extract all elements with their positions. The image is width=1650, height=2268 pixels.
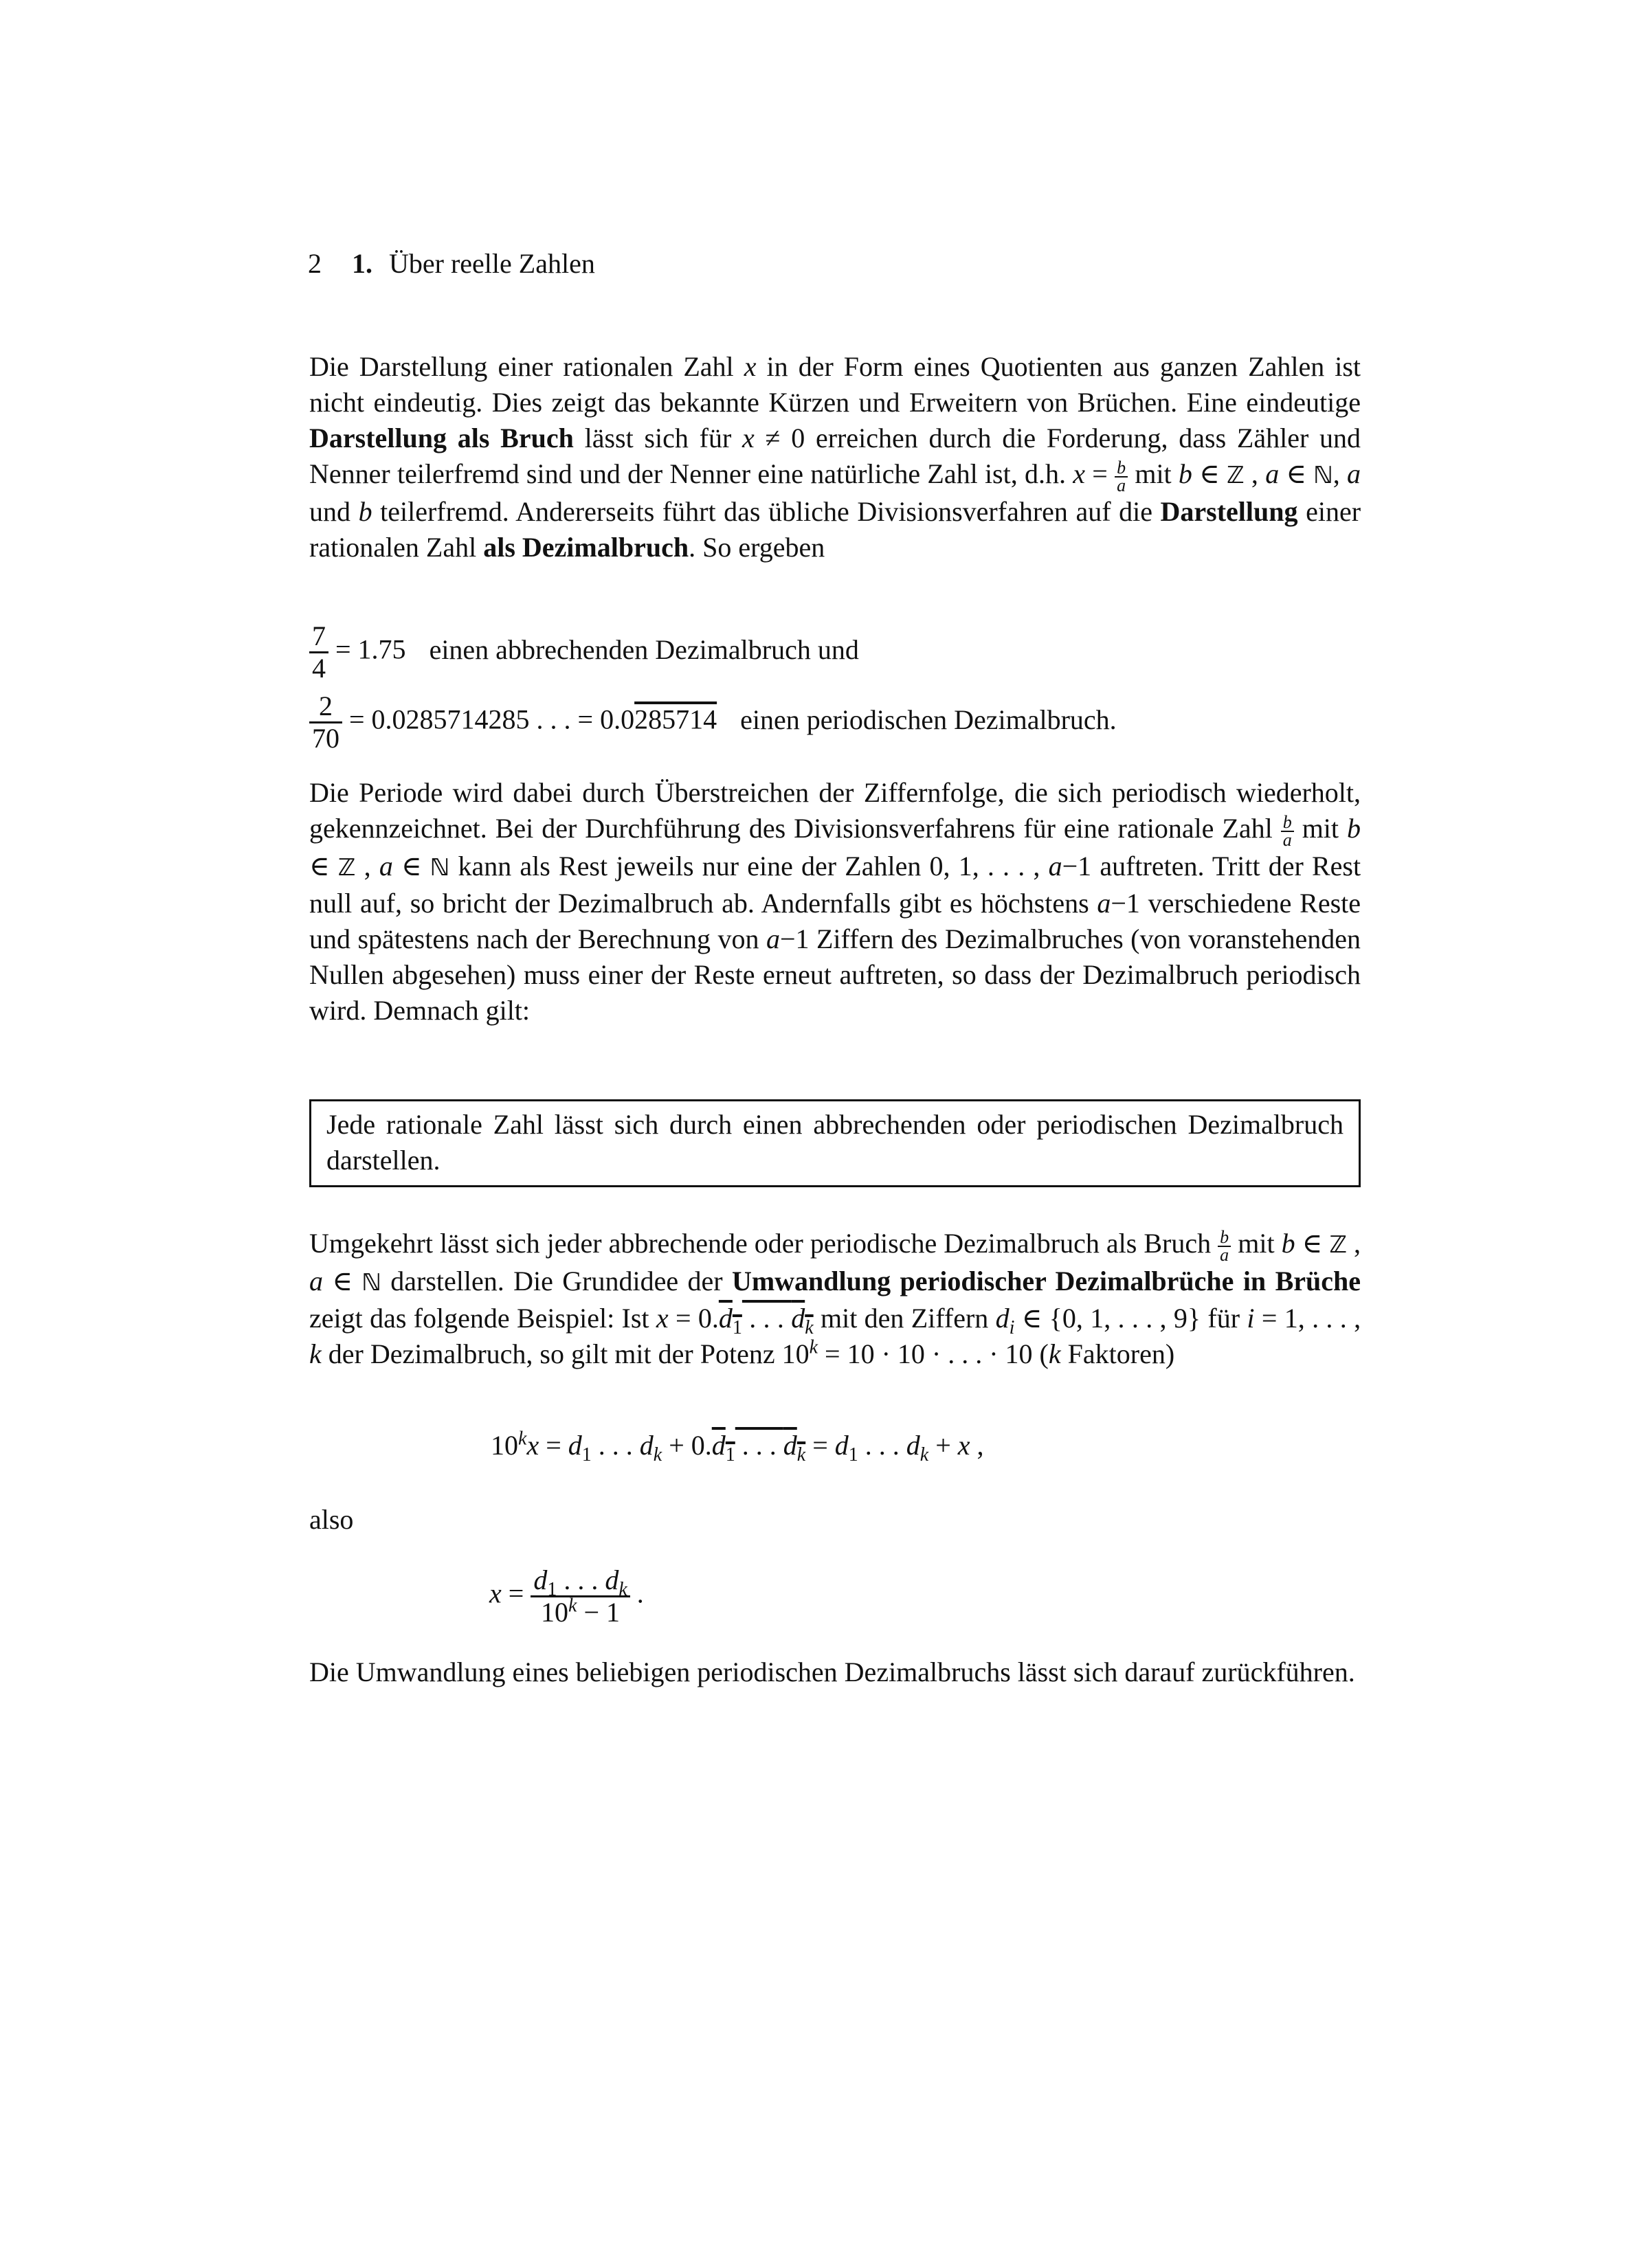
- text: zeigt das folgende Beispiel: Ist: [309, 1303, 649, 1334]
- text: erreichen durch die Forderung, dass Zähler und Nenner teilerfremd sind und der Nenner eine natürliche Zahl ist, d.h.: [309, 423, 1361, 489]
- paragraph-umwandlung: [309, 1226, 1361, 1372]
- chapter-title: Über reelle Zahlen: [389, 248, 595, 279]
- text: Die Darstellung einer rationalen Zahl: [309, 351, 734, 382]
- text: mit: [1135, 458, 1172, 489]
- math-x-eq-b-over-a: x = $\frac{b}{a}$: [1073, 458, 1128, 489]
- text: in der Form eines Quotienten aus ganzen Zahlen ist nicht eindeutig. Dies zeigt das bekannte Kürzen und Erweitern von Brüchen. Eine eindeutige: [309, 351, 1361, 418]
- text: der Dezimalbruch, so gilt mit der Potenz: [328, 1338, 775, 1369]
- running-header: [308, 246, 595, 282]
- math-b-over-a: $\frac{b}{a}$: [1218, 1229, 1231, 1264]
- text: kann als Rest jeweils nur eine der Zahlen: [458, 851, 922, 882]
- example-label: einen abbrechenden Dezimalbruch und: [429, 633, 859, 665]
- text: Umgekehrt lässt sich jeder abbrechende oder periodische Dezimalbruch als Bruch: [309, 1228, 1212, 1259]
- math-x: x: [744, 351, 757, 382]
- term-als-dezimalbruch: als Dezimalbruch: [483, 532, 689, 563]
- math-b-over-a: $\frac{b}{a}$: [1281, 814, 1294, 849]
- term-darstellung-als-bruch: Darstellung als Bruch: [309, 423, 574, 453]
- term-umwandlung: Umwandlung periodischer Dezimalbrüche in Brüche: [731, 1266, 1361, 1296]
- example-terminating-decimal: [309, 621, 859, 684]
- example-label: einen periodischen Dezimalbruch.: [740, 704, 1117, 735]
- theorem-box: [309, 1099, 1361, 1187]
- page-number: 2: [308, 248, 322, 279]
- math-b-in-z-a-in-n: b ∈ ℤ , a ∈ ℕ: [309, 813, 1361, 882]
- equation-10k-x: $10^kx = d_1$ . . . $d_k + 0.d_1$ . . . $d_k = d_1$ . . . $d_k + x$ ,: [491, 1428, 984, 1466]
- period-overline: 285714: [634, 704, 717, 735]
- text: mit: [1238, 1228, 1275, 1259]
- math-power: $10^k = 10 \cdot 10$ · . . . · 10 (k: [781, 1336, 1061, 1369]
- math-a-in-n: a ∈ ℕ, a: [1265, 458, 1361, 489]
- theorem-text: Jede rationale Zahl lässt sich durch einen abbrechenden oder periodischen Dezimalbruch darstellen.: [326, 1109, 1344, 1176]
- math-remainder-set: 0, 1, . . . , a−1: [929, 851, 1092, 882]
- text: Ziffern des Dezimalbruches (von voranstehenden Nullen abgesehen) muss einer der Reste erneut auftreten, so dass der Dezimalbruch periodisch wird. Demnach gilt:: [309, 923, 1361, 1026]
- paragraph-zurueckfuehren: [309, 1654, 1361, 1690]
- text: Die Periode wird dabei durch Überstreichen der Ziffernfolge, die sich periodisch wiederholt, gekennzeichnet. Bei der Durchführung des Divisionsverfahrens für eine rationale Zahl: [309, 777, 1361, 844]
- math-b: b: [358, 496, 372, 527]
- text: und: [309, 496, 350, 527]
- text: verschiedene Reste und spätestens nach der Berechnung von: [309, 888, 1361, 954]
- math-a-minus-1: a−1: [1097, 888, 1140, 919]
- text: Faktoren): [1067, 1338, 1175, 1369]
- equation-x-fraction: x = $\frac{d_1 . . . d_k}{10^k - 1}$ .: [489, 1564, 644, 1628]
- text: Die Umwandlung eines beliebigen periodischen Dezimalbruchs lässt sich darauf zurückführen.: [309, 1657, 1355, 1687]
- fraction-7-4: $\frac{7}{4}$: [309, 621, 328, 684]
- paragraph-periode: [309, 775, 1361, 1029]
- equation-value: = 0.0285714285 . . . = 0.0: [349, 704, 635, 735]
- math-x-neq-0: x ≠ 0: [742, 423, 805, 453]
- math-b-in-z-a-in-n: b ∈ ℤ , a ∈ ℕ: [309, 1228, 1361, 1296]
- chapter-number: 1.: [352, 248, 372, 279]
- text: für: [1207, 1303, 1240, 1334]
- math-digit-set: $d_i$ ∈ {0, 1, . . . , 9}: [995, 1303, 1201, 1338]
- term-darstellung: Darstellung: [1160, 496, 1298, 527]
- text: . So ergeben: [689, 532, 825, 563]
- also-word: also: [309, 1504, 354, 1535]
- math-a-minus-1: a−1: [766, 923, 810, 954]
- text: darstellen. Die Grundidee der: [390, 1266, 723, 1296]
- example-periodic-decimal: [309, 691, 1117, 754]
- text: auftreten. Tritt der Rest null auf, so bricht der Dezimalbruch ab. Andernfalls gibt es höchstens: [309, 851, 1361, 919]
- fraction-2-70: $\frac{2}{70}$: [309, 691, 342, 754]
- equation-value: = 1.75: [335, 633, 406, 665]
- text: teilerfremd. Andererseits führt das übliche Divisionsverfahren auf die: [380, 496, 1152, 527]
- math-index-range: i = 1, . . . , k: [309, 1303, 1361, 1369]
- text: einer rationalen Zahl: [309, 496, 1361, 563]
- paragraph-darstellung: [309, 349, 1361, 565]
- math-b-in-z: b ∈ ℤ ,: [1178, 458, 1258, 489]
- text: lässt sich für: [584, 423, 732, 453]
- text: mit: [1302, 813, 1339, 844]
- math-x-periodic: $x = 0.d_1$ . . . $d_k$: [656, 1303, 814, 1338]
- text: mit den Ziffern: [820, 1303, 989, 1334]
